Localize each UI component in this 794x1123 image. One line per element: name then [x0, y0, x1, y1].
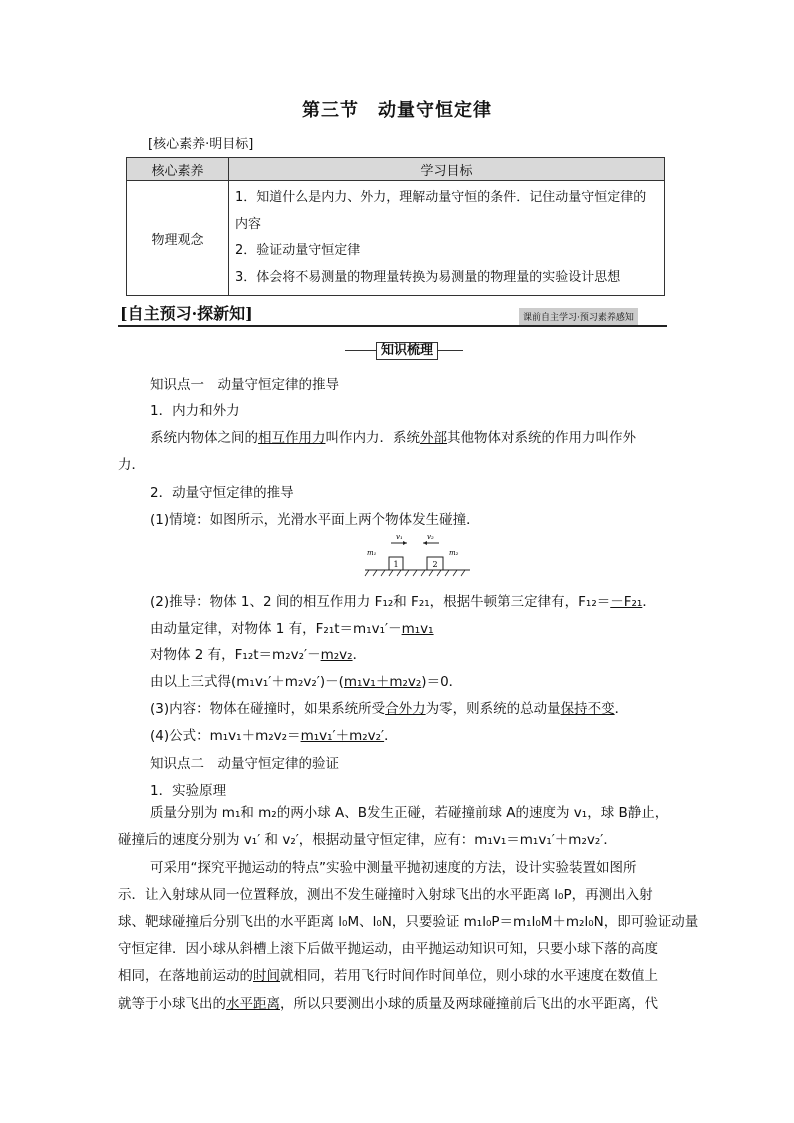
kp2-p2-l4: 守恒定律．因小球从斜槽上滚下后做平抛运动，由平抛运动知识可知，只要小球下落的高度: [118, 941, 658, 957]
kp2-p2-l3: 球、靶球碰撞后分别飞出的水平距离 l₀M、l₀N，只要验证 m₁l₀P＝m₁l₀M＋m₂l₀N，即可验证动量: [118, 914, 699, 930]
kp2-p2-l2: 示．让入射球从同一位置释放，测出不发生碰撞时入射球飞出的水平距离 l₀P，再测出入射: [118, 887, 653, 903]
table-row: [127, 181, 665, 296]
collision-figure: [355, 530, 475, 580]
header-goals: 学习目标: [229, 158, 665, 181]
kp1-body1: 由动量定律，对物体 1 有，F₂₁t＝m₁v₁′－m₁v₁: [150, 621, 434, 637]
section-subtitle: 课前自主学习·预习素养感知: [519, 308, 638, 325]
v2-arrowhead: [423, 541, 427, 545]
m1-label: m₁: [367, 549, 377, 557]
kp2-p1-l1: 质量分别为 m₁和 m₂的两小球 A、B发生正碰，若碰撞前球 A的速度为 v₁，球 B静止，: [150, 805, 669, 821]
objectives-cell: [229, 181, 665, 296]
ground-hatch: [365, 570, 465, 576]
v1-arrowhead: [403, 541, 407, 545]
kp1-content: (3)内容：物体在碰撞时，如果系统所受合外力为零，则系统的总动量保持不变．: [150, 701, 629, 717]
core-literacy-label: [核心素养·明目标]: [148, 137, 254, 152]
v1-label: v₁: [396, 533, 403, 541]
kp2-p1-l2: 碰撞后的速度分别为 v₁′ 和 v₂′，根据动量守恒定律，应有：m₁v₁＝m₁v₁′＋m₂v₂′．: [118, 832, 617, 848]
kp1-sub1: 1．内力和外力: [150, 403, 240, 419]
objective-3: 3．体会将不易测量的物理量转换为易测量的物理量的实验设计思想: [235, 269, 621, 285]
category-cell: 物理观念: [127, 181, 229, 296]
kp1-derivation: (2)推导：物体 1、2 间的相互作用力 F₁₂和 F₂₁，根据牛顿第三定律有，F₁₂＝－F₂₁．: [150, 594, 656, 610]
kp1-situation: (1)情境：如图所示，光滑水平面上两个物体发生碰撞．: [150, 512, 480, 528]
goals-table: [126, 157, 665, 296]
kp2-title: 知识点二 动量守恒定律的验证: [150, 756, 339, 772]
kp2-p2-l6: 就等于小球飞出的水平距离，所以只要测出小球的质量及两球碰撞前后飞出的水平距离，代: [118, 996, 658, 1012]
kp1-p1-cont: 力．: [118, 457, 145, 473]
kp1-formula: (4)公式：m₁v₁＋m₂v₂＝m₁v₁′＋m₂v₂′．: [150, 728, 398, 744]
kp1-title: 知识点一 动量守恒定律的推导: [150, 377, 339, 393]
m2-label: m₂: [449, 549, 459, 557]
kp1-sub2: 2．动量守恒定律的推导: [150, 485, 294, 501]
v2-label: v₂: [427, 533, 434, 541]
block-1-label: 1: [393, 560, 399, 569]
kp1-combine: 由以上三式得(m₁v₁′＋m₂v₂′)－(m₁v₁＋m₂v₂)＝0．: [150, 674, 463, 690]
kp1-body2: 对物体 2 有，F₁₂t＝m₂v₂′－m₂v₂．: [150, 647, 367, 663]
kp1-p1: 系统内物体之间的相互作用力叫作内力．系统外部其他物体对系统的作用力叫作外: [150, 430, 636, 446]
page-title: 第三节 动量守恒定律: [302, 100, 492, 121]
objective-2: 2．验证动量守恒定律: [235, 243, 361, 258]
kp2-p2-l5: 相同，在落地前运动的时间就相同，若用飞行时间作时间单位，则小球的水平速度在数值上: [118, 968, 658, 984]
kp2-p2-l1: 可采用“探究平抛运动的特点”实验中测量平抛初速度的方法，设计实验装置如图所: [150, 860, 637, 876]
kp2-sub1: 1．实验原理: [150, 783, 227, 799]
objective-1: 1．知道什么是内力、外力，理解动量守恒的条件．记住动量守恒定律的内容: [235, 190, 647, 232]
header-core: 核心素养: [127, 158, 229, 181]
table-header-row: [127, 158, 665, 181]
knowledge-label: 知识梳理: [376, 342, 438, 360]
section-title: [自主预习·探新知]: [120, 304, 253, 323]
block-2-label: 2: [432, 560, 438, 569]
